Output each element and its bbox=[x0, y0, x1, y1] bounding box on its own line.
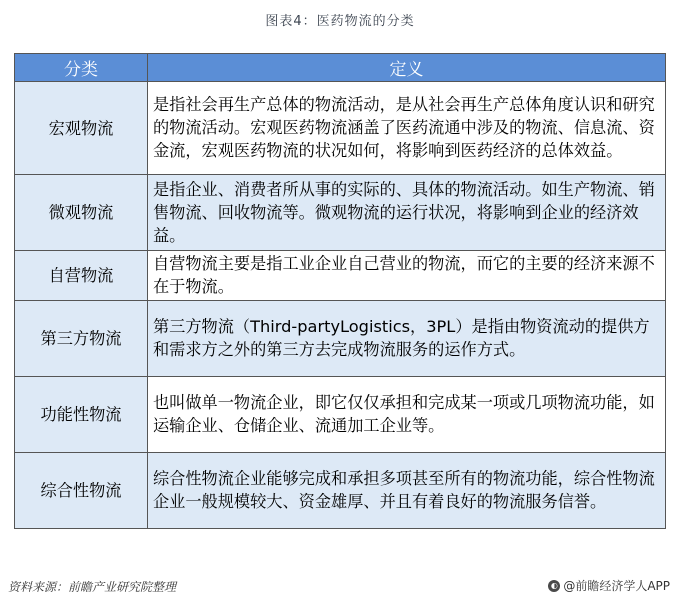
row-category: 自营物流 bbox=[15, 251, 148, 301]
table-header-row bbox=[15, 54, 666, 82]
row-category: 第三方物流 bbox=[15, 301, 148, 377]
header-category: 分类 bbox=[15, 54, 148, 82]
row-definition: 综合性物流企业能够完成和承担多项甚至所有的物流功能，综合性物流企业一般规模较大、资金雄厚、并且有着良好的物流服务信誉。 bbox=[148, 453, 666, 529]
table-row bbox=[15, 453, 666, 529]
row-definition: 是指社会再生产总体的物流活动，是从社会再生产总体角度认识和研究的物流活动。宏观医药物流涵盖了医药流通中涉及的物流、信息流、资金流，宏观医药物流的状况如何，将影响到医药经济的总体效益。 bbox=[148, 82, 666, 175]
table-row bbox=[15, 251, 666, 301]
qianzhan-logo-icon: ◐ bbox=[548, 580, 560, 592]
table-row bbox=[15, 82, 666, 175]
row-category: 功能性物流 bbox=[15, 377, 148, 453]
classification-table bbox=[14, 53, 666, 529]
row-category: 综合性物流 bbox=[15, 453, 148, 529]
page-title: 图表4：医药物流的分类 bbox=[265, 14, 415, 29]
brand-credit bbox=[548, 577, 670, 594]
row-definition: 自营物流主要是指工业企业自己营业的物流，而它的主要的经济来源不在于物流。 bbox=[148, 251, 666, 301]
row-category: 宏观物流 bbox=[15, 82, 148, 175]
brand-text: @前瞻经济学人APP bbox=[563, 579, 670, 593]
table-row bbox=[15, 175, 666, 251]
row-definition: 也叫做单一物流企业，即它仅仅承担和完成某一项或几项物流功能，如运输企业、仓储企业、流通加工企业等。 bbox=[148, 377, 666, 453]
table-row bbox=[15, 301, 666, 377]
row-definition: 是指企业、消费者所从事的实际的、具体的物流活动。如生产物流、销售物流、回收物流等。微观物流的运行状况，将影响到企业的经济效益。 bbox=[148, 175, 666, 251]
row-category: 微观物流 bbox=[15, 175, 148, 251]
table-row bbox=[15, 377, 666, 453]
header-definition: 定义 bbox=[148, 54, 666, 82]
source-note: 资料来源：前瞻产业研究院整理 bbox=[8, 580, 177, 594]
row-definition: 第三方物流（Third-partyLogistics，3PL）是指由物资流动的提供方和需求方之外的第三方去完成物流服务的运作方式。 bbox=[148, 301, 666, 377]
